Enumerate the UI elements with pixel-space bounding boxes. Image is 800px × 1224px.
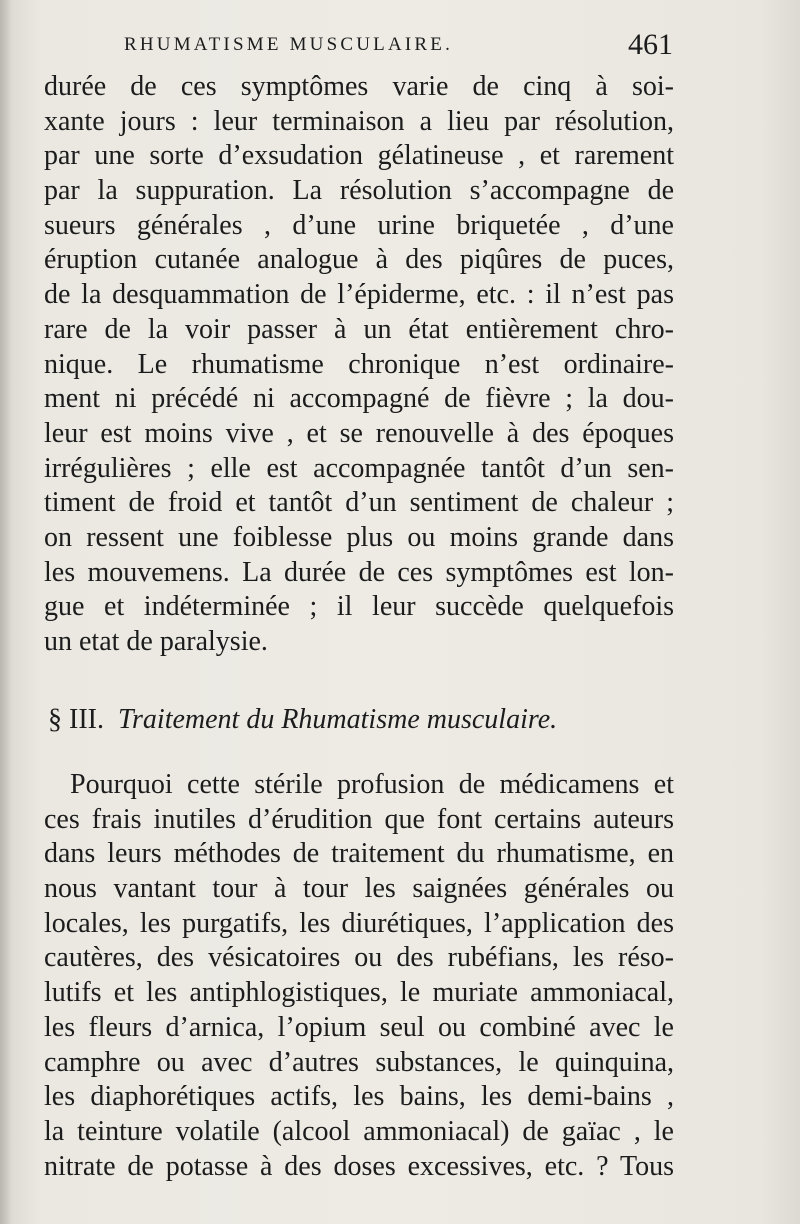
text-line: sueurs générales , d’une urine briquetée , d’une [44, 209, 674, 241]
text-line: timent de froid et tantôt d’un sentiment de chaleur ; [44, 487, 674, 519]
page-gutter-shadow [0, 0, 12, 1224]
paragraph-continued [44, 70, 674, 660]
text-line: de la desquammation de l’épiderme, etc. : il n’est pas [44, 279, 674, 311]
text-line: ment ni précédé ni accompagné de fièvre ; la dou- [44, 383, 674, 415]
paragraph-treatment [44, 768, 674, 1184]
section-number: § III. [48, 704, 104, 735]
text-line: camphre ou avec d’autres substances, le quinquina, [44, 1046, 674, 1078]
text-line: les mouvemens. La durée de ces symptômes est lon- [44, 556, 674, 588]
text-line: les fleurs d’arnica, l’opium seul ou combiné avec le [44, 1011, 674, 1043]
text-line: cautères, des vésicatoires ou des rubéfians, les réso- [44, 942, 674, 974]
text-line: par la suppuration. La résolution s’accompagne de [44, 175, 674, 207]
text-line: ces frais inutiles d’érudition que font certains auteurs [44, 803, 674, 835]
text-line: durée de ces symptômes varie de cinq à soi- [44, 71, 674, 102]
text-line: nous vantant tour à tour les saignées générales ou [44, 873, 674, 905]
text-line: par une sorte d’exsudation gélatineuse , et rarement [44, 140, 674, 172]
text-line: xante jours : leur terminaison a lieu par résolution, [44, 105, 674, 137]
text-line: rare de la voir passer à un état entièrement chro- [44, 313, 674, 345]
section-title: Traitement du Rhumatisme musculaire. [117, 704, 558, 735]
text-line: un etat de paralysie. [44, 626, 268, 657]
running-title: RHUMATISME MUSCULAIRE. [124, 34, 454, 55]
text-line: irrégulières ; elle est accompagnée tantôt d’un sen- [44, 452, 674, 484]
text-line: dans leurs méthodes de traitement du rhumatisme, en [44, 838, 674, 870]
text-line: nique. Le rhumatisme chronique n’est ordinaire- [44, 348, 674, 380]
text-line: nitrate de potasse à des doses excessives, etc. ? Tous [44, 1150, 674, 1182]
page-header [0, 28, 800, 64]
text-line: locales, les purgatifs, les diurétiques, l’application des [44, 907, 674, 939]
text-line: lutifs et les antiphlogistiques, le muriate ammoniacal, [44, 977, 674, 1009]
text-line: on ressent une foiblesse plus ou moins grande dans [44, 521, 674, 553]
text-line: la teinture volatile (alcool ammoniacal) de gaïac , le [44, 1115, 674, 1147]
section-heading [48, 700, 688, 740]
text-line: les diaphorétiques actifs, les bains, les demi-bains , [44, 1081, 674, 1113]
text-line: Pourquoi cette stérile profusion de médicamens et [70, 769, 674, 800]
text-line: leur est moins vive , et se renouvelle à des époques [44, 417, 674, 449]
text-line: éruption cutanée analogue à des piqûres de puces, [44, 244, 674, 276]
text-line: gue et indéterminée ; il leur succède quelquefois [44, 591, 674, 623]
page-number: 461 [628, 28, 673, 61]
